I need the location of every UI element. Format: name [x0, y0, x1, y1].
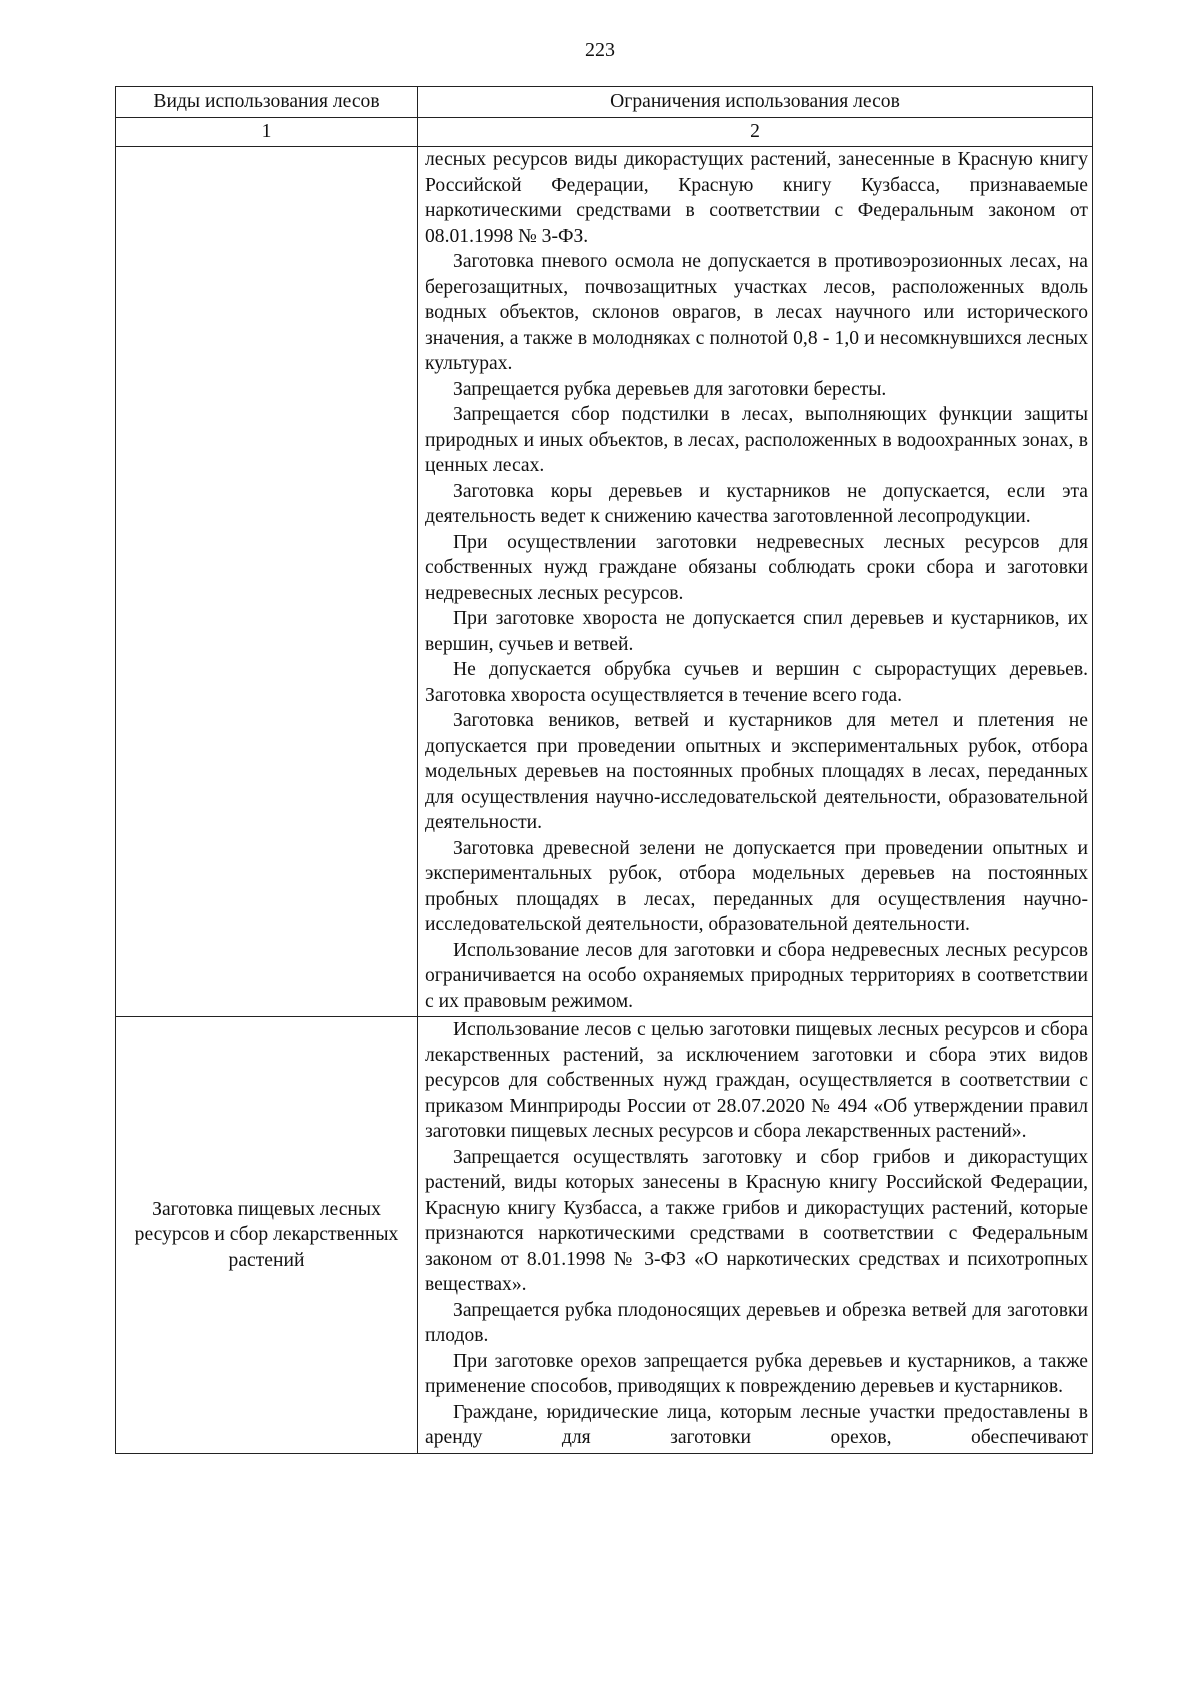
restriction-paragraph: Заготовка коры деревьев и кустарников не допускается, если эта деятельность ведет к снижению качества заготовленной лесопродукции. — [425, 480, 1088, 527]
forest-use-table — [115, 86, 1093, 1454]
header-forest-use-types: Виды использования лесов — [116, 87, 418, 118]
restriction-paragraph: При заготовке орехов запрещается рубка деревьев и кустарников, а также применение способов, приводящих к повреждению деревьев и кустарников. — [425, 1350, 1088, 1397]
table-row — [116, 1017, 1093, 1454]
restriction-paragraph: Использование лесов с целью заготовки пищевых лесных ресурсов и сбора лекарственных растений, за исключением заготовки и сбора этих видов ресурсов для собственных нужд граждан, осуществляется в соответствии с приказом Минприроды России от 28.07.2020 № 494 «Об утверждении правил заготовки пищевых лесных ресурсов и сбора лекарственных растений». — [425, 1019, 1088, 1142]
row-restrictions — [418, 1017, 1093, 1454]
restriction-paragraph: лесных ресурсов виды дикорастущих растений, занесенные в Красную книгу Российской Федерации, Красную книгу Кузбасса, признаваемые наркотическими средствами в соответствии с Федеральным законом от 08.01.1998 № 3-ФЗ. — [425, 149, 1088, 247]
row-label: Заготовка пищевых лесных ресурсов и сбор лекарственных растений — [116, 1017, 418, 1454]
restriction-paragraph: Запрещается осуществлять заготовку и сбор грибов и дикорастущих растений, виды которых занесены в Красную книгу Российской Федерации, Красную книгу Кузбасса, а также грибов и дикорастущих растений, которые признаются наркотическими средствами в соответствии с Федеральным законом от 8.01.1998 № 3-ФЗ «О наркотических средствах и психотропных веществах». — [425, 1146, 1088, 1295]
restriction-paragraph: Не допускается обрубка сучьев и вершин с сырорастущих деревьев. Заготовка хвороста осуществляется в течение всего года. — [425, 659, 1088, 706]
table-row — [116, 147, 1093, 1017]
restriction-paragraph: Заготовка пневого осмола не допускается в противоэрозионных лесах, на берегозащитных, почвозащитных участках лесов, расположенных вдоль водных объектов, склонов оврагов, в лесах научного или исторического значения, а также в молодняках с полнотой 0,8 - 1,0 и несомкнувшихся лесных культурах. — [425, 251, 1088, 374]
column-number-2: 2 — [418, 118, 1093, 147]
page-number: 223 — [585, 39, 615, 61]
restriction-paragraph: Запрещается рубка плодоносящих деревьев и обрезка ветвей для заготовки плодов. — [425, 1299, 1088, 1346]
row-restrictions — [418, 147, 1093, 1017]
header-row — [116, 87, 1093, 118]
restriction-paragraph: Заготовка древесной зелени не допускается при проведении опытных и экспериментальных рубок, отбора модельных деревьев на постоянных пробных площадях в лесах, переданных для осуществления научно-исследовательской деятельности, образовательной деятельности. — [425, 837, 1088, 935]
restriction-paragraph: Заготовка веников, ветвей и кустарников для метел и плетения не допускается при проведении опытных и экспериментальных рубок, отбора модельных деревьев на постоянных пробных площадях в лесах, переданных для осуществления научно-исследовательской деятельности, образовательной деятельности. — [425, 710, 1088, 833]
restriction-paragraph: Запрещается сбор подстилки в лесах, выполняющих функции защиты природных и иных объектов, в лесах, расположенных в водоохранных зонах, в ценных лесах. — [425, 404, 1088, 476]
header-forest-use-restrictions: Ограничения использования лесов — [418, 87, 1093, 118]
column-number-row — [116, 118, 1093, 147]
restriction-paragraph: При заготовке хвороста не допускается спил деревьев и кустарников, их вершин, сучьев и ветвей. — [425, 608, 1088, 655]
restriction-paragraph: Граждане, юридические лица, которым лесные участки предоставлены в аренду для заготовки орехов, обеспечивают — [425, 1401, 1088, 1448]
restriction-paragraph: При осуществлении заготовки недревесных лесных ресурсов для собственных нужд граждане обязаны соблюдать сроки сбора и заготовки недревесных лесных ресурсов. — [425, 531, 1088, 604]
row-label — [116, 147, 418, 1017]
column-number-1: 1 — [116, 118, 418, 147]
restriction-paragraph: Использование лесов для заготовки и сбора недревесных лесных ресурсов ограничивается на особо охраняемых природных территориях в соответствии с их правовым режимом. — [425, 939, 1088, 1012]
restriction-paragraph: Запрещается рубка деревьев для заготовки бересты. — [453, 378, 887, 400]
